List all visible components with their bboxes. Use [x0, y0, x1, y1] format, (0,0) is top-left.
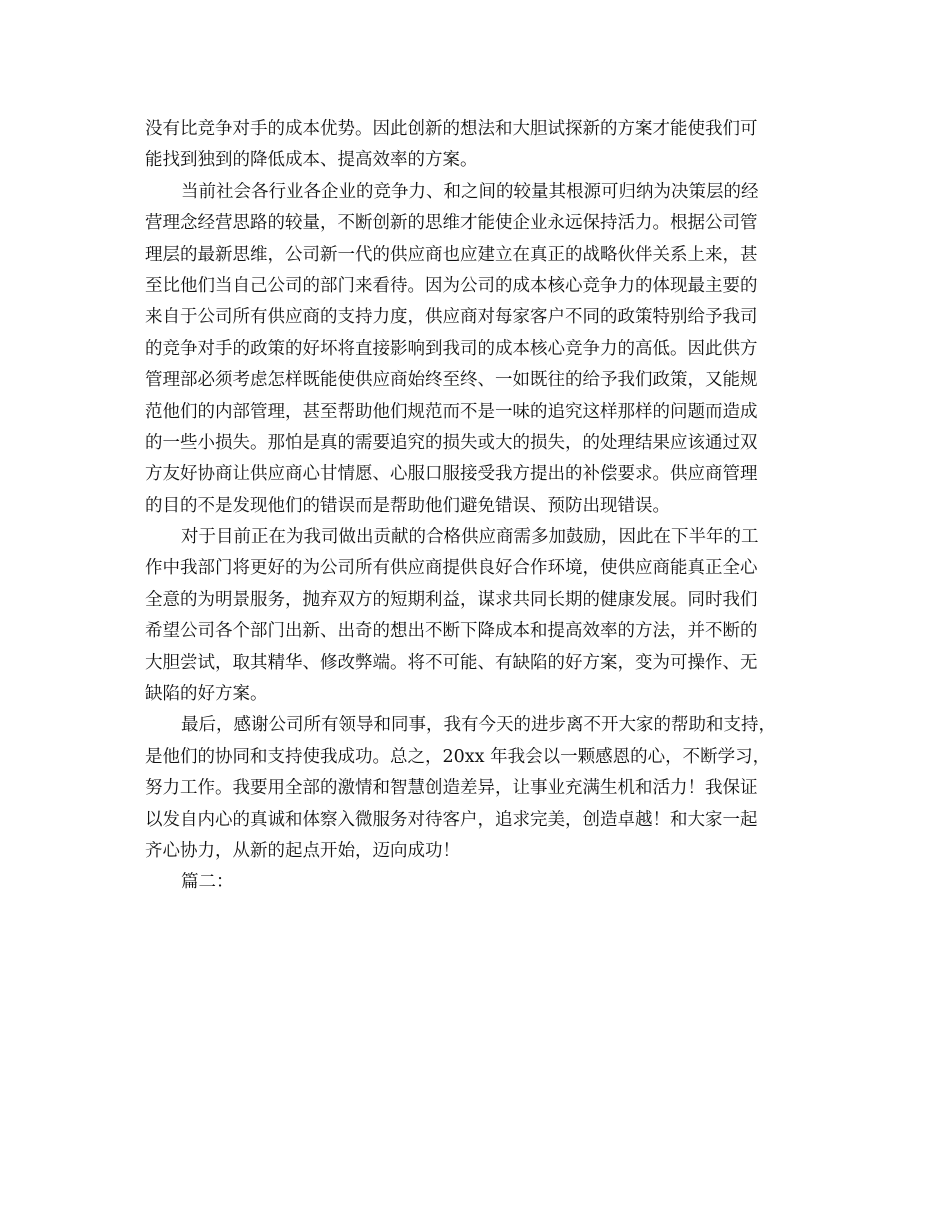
text-line: 大胆尝试，取其精华、修改弊端。将不可能、有缺陷的好方案，变为可操作、无	[145, 652, 758, 673]
text-line: 理层的最新思维，公司新一代的供应商也应建立在真正的战略伙伴关系上来，甚	[145, 244, 758, 265]
text-line: 的目的不是发现他们的错误而是帮助他们避免错误、预防出现错误。	[145, 495, 670, 516]
text-line: 作中我部门将更好的为公司所有供应商提供良好合作环境，使供应商能真正全心	[145, 558, 758, 579]
text-line: 齐心协力，从新的起点开始，迈向成功！	[145, 840, 460, 861]
document-body	[145, 114, 810, 899]
section-heading: 篇二：	[181, 872, 234, 893]
text-line: 是他们的协同和支持使我成功。总之，20xx 年我会以一颗感恩的心，不断学习，	[145, 746, 771, 767]
text-line: 对于目前正在为我司做出贡献的合格供应商需多加鼓励，因此在下半年的工	[181, 527, 759, 548]
text-line: 努力工作。我要用全部的激情和智慧创造差异，让事业充满生机和活力！我保证	[145, 778, 758, 799]
paragraph-4	[145, 710, 810, 867]
text-line: 希望公司各个部门出新、出奇的想出不断下降成本和提高效率的方法，并不断的	[145, 621, 758, 642]
text-line: 没有比竞争对手的成本优势。因此创新的想法和大胆试探新的方案才能使我们可	[145, 119, 758, 139]
paragraph-5	[145, 867, 810, 898]
text-line: 方友好协商让供应商心甘情愿、心服口服接受我方提出的补偿要求。供应商管理	[145, 464, 758, 485]
text-line: 来自于公司所有供应商的支持力度，供应商对每家客户不同的政策特别给予我司	[145, 307, 758, 328]
text-line: 当前社会各行业各企业的竞争力、和之间的较量其根源可归纳为决策层的经	[181, 181, 759, 202]
paragraph-3	[145, 522, 810, 710]
paragraph-1	[145, 114, 810, 177]
text-line: 管理部必须考虑怎样既能使供应商始终至终、一如既往的给予我们政策，又能规	[145, 370, 758, 391]
text-line: 全意的为明景服务，抛弃双方的短期利益，谋求共同长期的健康发展。同时我们	[145, 589, 758, 610]
text-line: 范他们的内部管理，甚至帮助他们规范而不是一味的追究这样那样的问题而造成	[145, 401, 758, 422]
text-line: 营理念经营思路的较量，不断创新的思维才能使企业永远保持活力。根据公司管	[145, 213, 758, 234]
text-line: 的竞争对手的政策的好坏将直接影响到我司的成本核心竞争力的高低。因此供方	[145, 338, 758, 359]
text-line: 缺陷的好方案。	[145, 684, 268, 705]
text-line: 的一些小损失。那怕是真的需要追究的损失或大的损失，的处理结果应该通过双	[145, 432, 758, 453]
text-line: 最后，感谢公司所有领导和同事，我有今天的进步离不开大家的帮助和支持，	[181, 715, 776, 736]
paragraph-2	[145, 177, 810, 522]
text-line: 以发自内心的真诚和体察入微服务对待客户，追求完美，创造卓越！和大家一起	[145, 809, 758, 830]
text-line: 至比他们当自己公司的部门来看待。因为公司的成本核心竞争力的体现最主要的	[145, 275, 758, 296]
text-line: 能找到独到的降低成本、提高效率的方案。	[145, 150, 478, 171]
